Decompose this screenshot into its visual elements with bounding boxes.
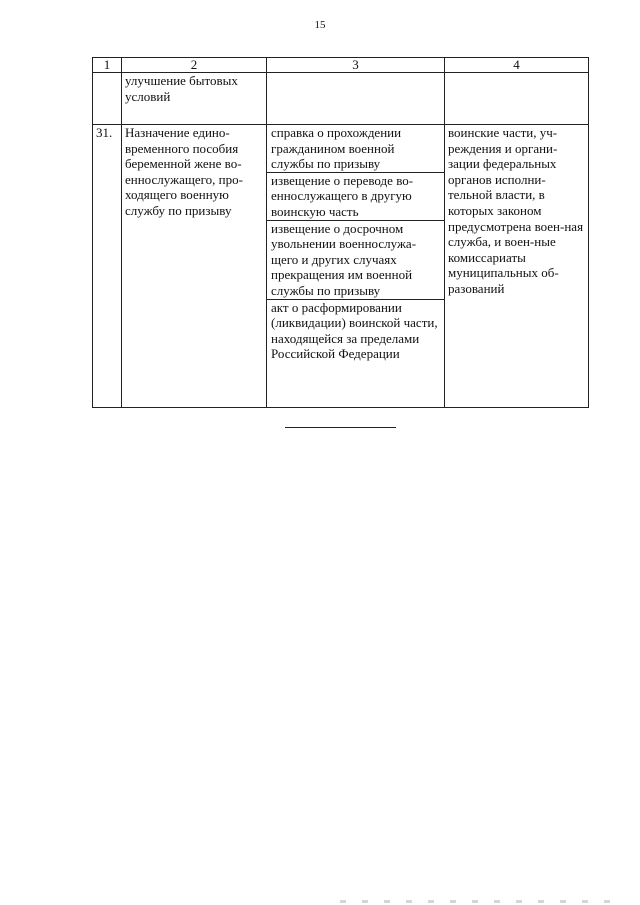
continuation-documents: [267, 73, 445, 125]
document-entry: извещение о переводе во-еннослужащего в другую воинскую часть: [267, 172, 444, 220]
header-col-1: 1: [93, 58, 122, 73]
row-31-authority: воинские части, уч-реждения и органи-зации федеральных органов исполни-тельной власти, в которых законом предусмотрена воен-ная служба, и воен-ные комиссариаты муниципальных об-разований: [445, 125, 589, 408]
table-header-row: [93, 58, 589, 73]
header-col-2: 2: [122, 58, 267, 73]
continuation-authority: [445, 73, 589, 125]
page-number: 15: [314, 19, 326, 31]
row-31-documents: [267, 125, 445, 408]
table-row-continuation: [93, 73, 589, 125]
continuation-num: [93, 73, 122, 125]
document-entry: извещение о досрочном увольнении военнослужа-щего и других случаях прекращения им военной службы по призыву: [267, 220, 444, 299]
row-31-service: Назначение едино-временного пособия беременной жене во-еннослужащего, про-ходящего военную службу по призыву: [122, 125, 267, 408]
document-entry: справка о прохождении гражданином военной службы по призыву: [271, 125, 402, 172]
document-entry: акт о расформировании (ликвидации) воинской части, находящейся за пределами Российской Федерации: [267, 299, 444, 362]
table-row-31: [93, 125, 589, 408]
scan-artifact: [340, 900, 620, 903]
header-col-4: 4: [445, 58, 589, 73]
services-table: [92, 57, 589, 408]
end-divider: [285, 427, 396, 428]
header-col-3: 3: [267, 58, 445, 73]
continuation-service: улучшение бытовых условий: [122, 73, 267, 125]
row-31-num: 31.: [93, 125, 122, 408]
